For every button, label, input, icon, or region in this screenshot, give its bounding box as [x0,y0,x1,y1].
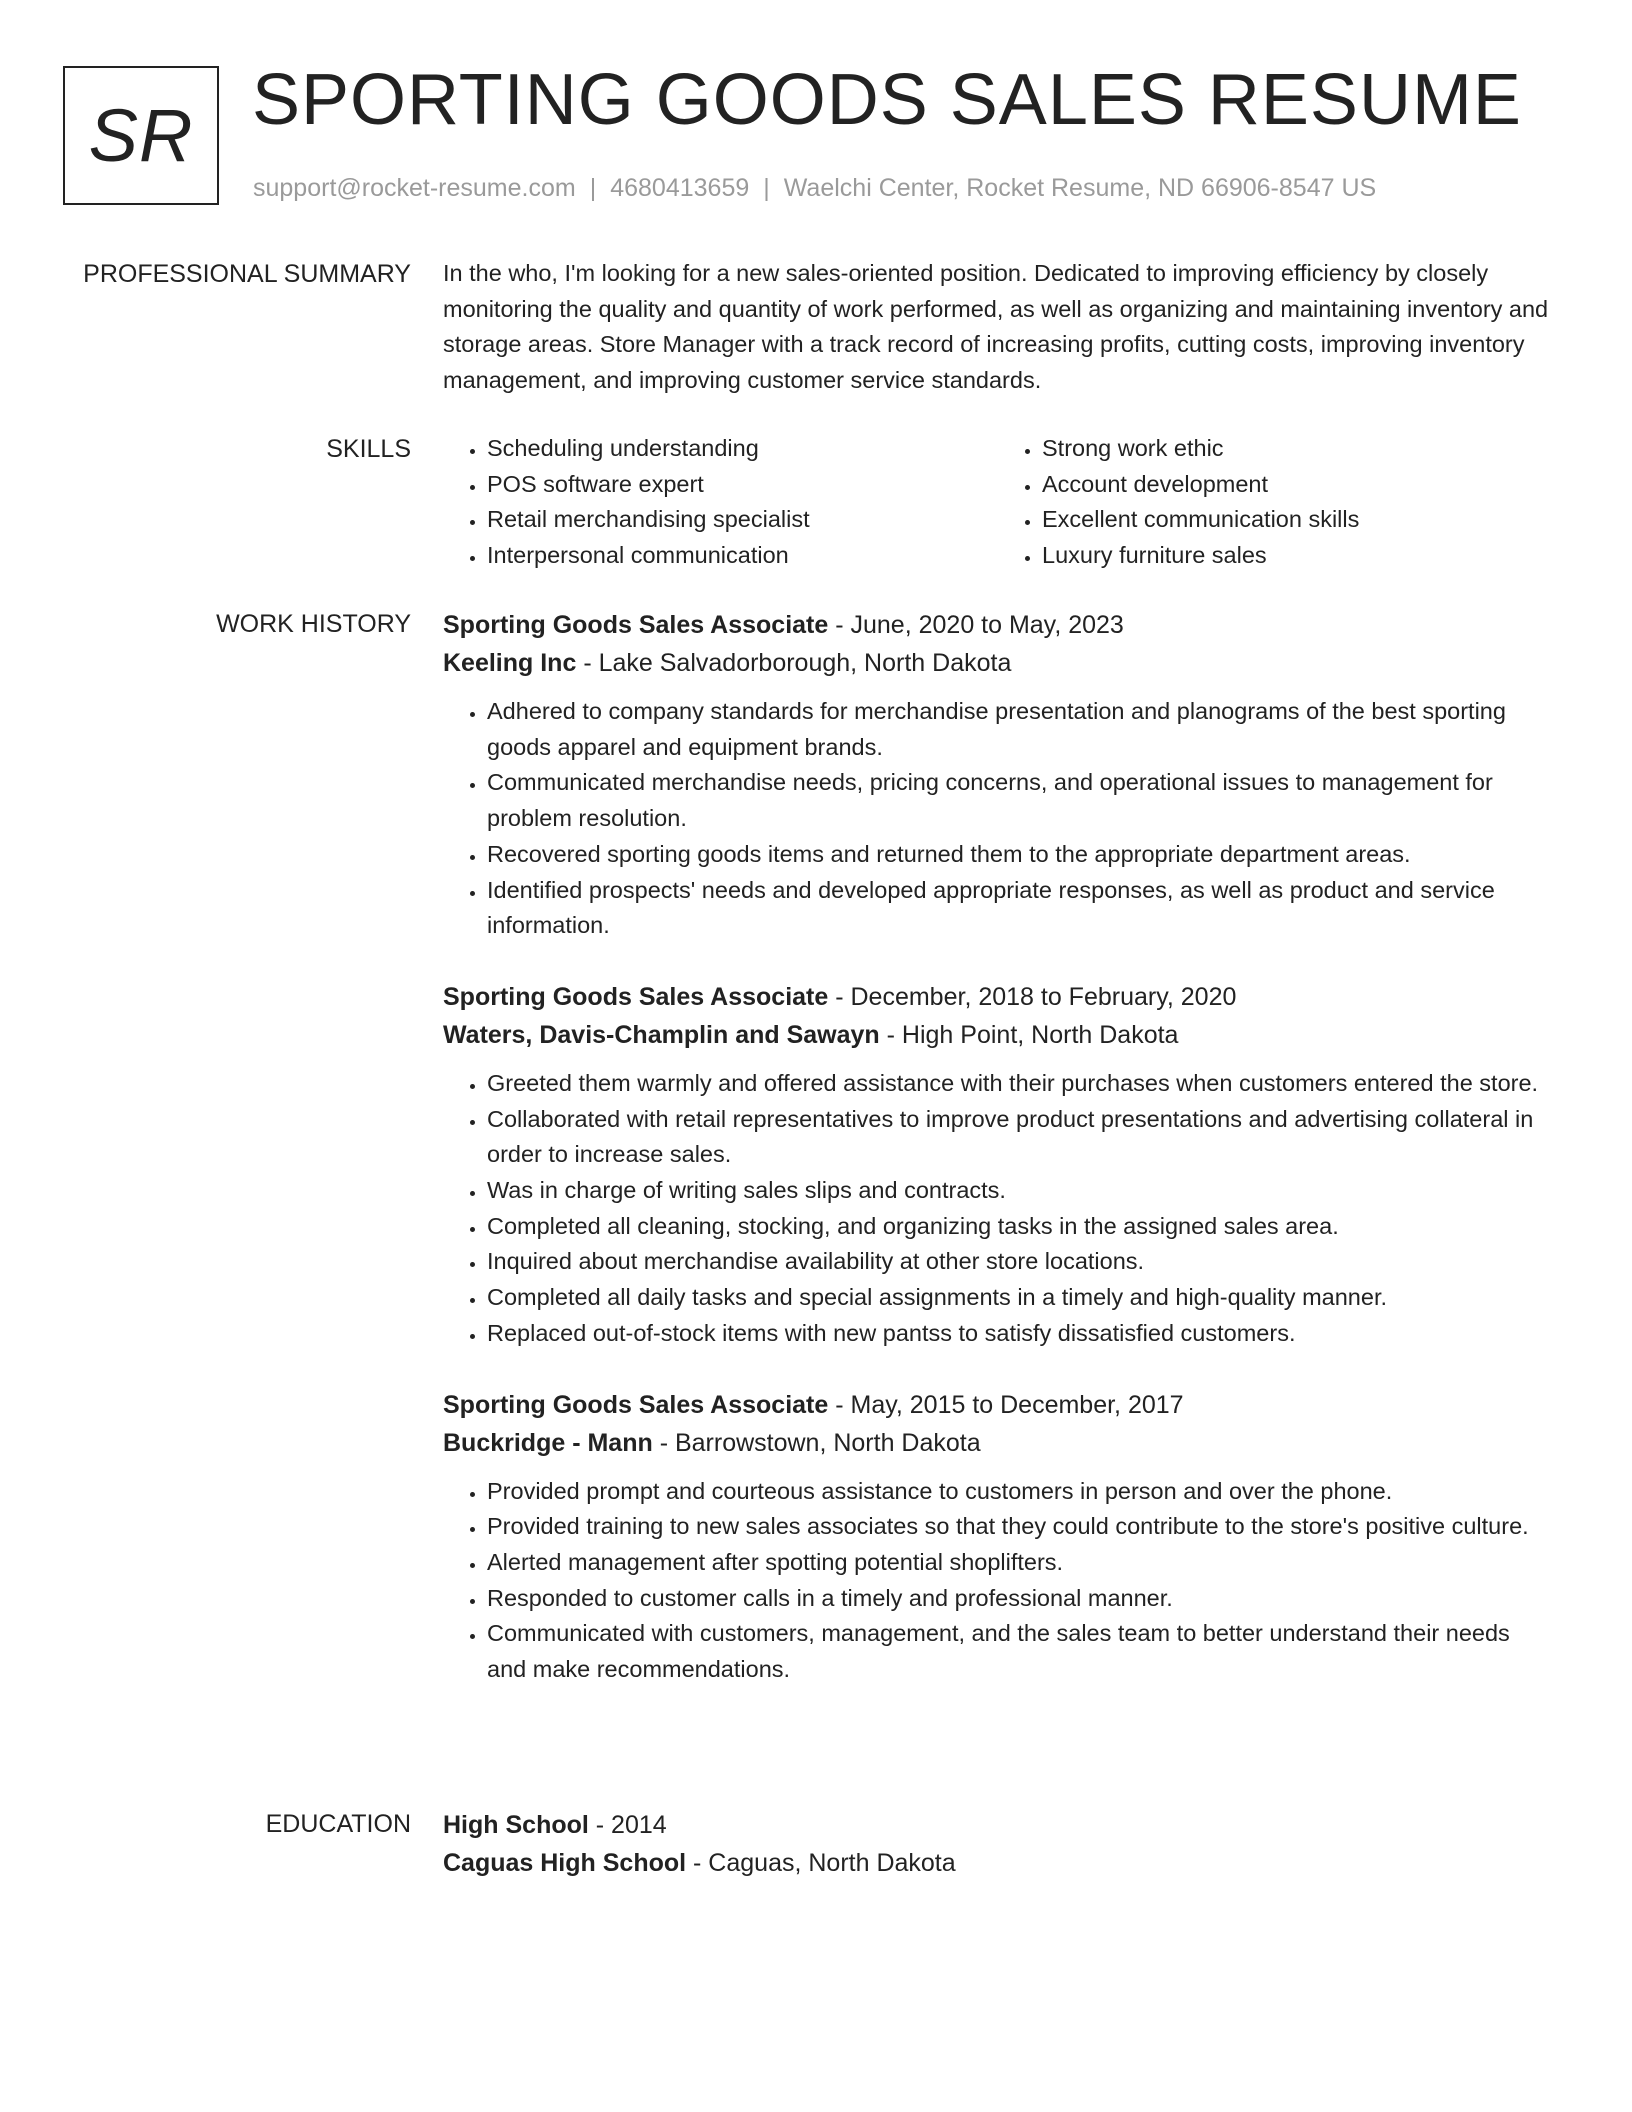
job-company-line [443,1016,1553,1054]
job-company-line [443,644,1553,682]
job-entry [443,1386,1553,1688]
job-title-line [443,606,1553,644]
contact-phone[interactable]: 4680413659 [610,174,750,202]
summary-text: In the who, I'm looking for a new sales-oriented position. Dedicated to improving efficiency by closely monitoring the quality and quantity of work performed, as well as organizing and maintaining inventory and storage areas. Store Manager with a track record of increasing profits, cutting costs, improving inventory management, and improving customer service standards. [443,260,1549,394]
contact-address: Waelchi Center, Rocket Resume, ND 66906-8547 US [783,174,1377,202]
job-bullet: • Responded to customer calls in a timely and professional manner. [487,1581,1553,1617]
skill-item: • Retail merchandising specialist [487,502,998,538]
skills-list-left [443,431,998,574]
education-degree: High School [443,1811,589,1839]
skill-item: • Scheduling understanding [487,431,998,467]
education-school: Caguas High School [443,1849,687,1877]
job-dates: - June, 2020 to May, 2023 [828,611,1124,639]
education-year: - 2014 [588,1811,667,1839]
skills-body [443,431,1553,574]
job-bullet: • Replaced out-of-stock items with new pantss to satisfy dissatisfied customers. [487,1316,1553,1352]
job-bullet: • Communicated merchandise needs, pricing concerns, and operational issues to management for problem resolution. [487,765,1553,836]
job-bullet: • Recovered sporting goods items and returned them to the appropriate department areas. [487,837,1553,873]
job-title-line [443,978,1553,1016]
job-bullet: • Adhered to company standards for merchandise presentation and planograms of the best sporting goods apparel and equipment brands. [487,694,1553,765]
job-location: - High Point, North Dakota [879,1020,1179,1049]
job-bullet: • Alerted management after spotting potential shoplifters. [487,1545,1553,1581]
job-dates: - December, 2018 to February, 2020 [828,982,1237,1011]
job-title-line [443,1386,1553,1424]
contact-separator: | [589,174,597,202]
job-entry [443,978,1553,1352]
job-title: Sporting Goods Sales Associate [443,982,829,1011]
monogram-initials: SR [88,94,194,177]
skill-item: • Interpersonal communication [487,538,998,574]
job-bullets [443,1474,1553,1688]
job-bullet: • Completed all daily tasks and special assignments in a timely and high-quality manner. [487,1280,1553,1316]
skill-item: • Luxury furniture sales [1042,538,1553,574]
work-history-body [443,606,1553,1722]
resume-title: SPORTING GOODS SALES RESUME [252,60,1522,140]
job-entry [443,606,1553,944]
monogram-badge [63,66,219,205]
job-bullet: • Communicated with customers, management, and the sales team to better understand their needs and make recommendations. [487,1616,1553,1687]
skills-list-right [998,431,1553,574]
job-bullets [443,1066,1553,1352]
job-bullet: • Identified prospects' needs and developed appropriate responses, as well as product and service information. [487,873,1553,944]
education-degree-line [443,1806,1553,1844]
skill-item: • Strong work ethic [1042,431,1553,467]
job-company: Waters, Davis-Champlin and Sawayn [443,1020,880,1049]
education-school-line [443,1844,1553,1882]
job-bullets [443,694,1553,944]
education-heading: EDUCATION [265,1810,411,1838]
job-bullet: • Provided training to new sales associates so that they could contribute to the store's positive culture. [487,1509,1553,1545]
contact-email[interactable]: support@rocket-resume.com [253,174,576,202]
job-location: - Lake Salvadorborough, North Dakota [576,649,1012,677]
work-history-heading: WORK HISTORY [216,610,411,638]
skill-item: • POS software expert [487,467,998,503]
job-company: Keeling Inc [443,649,577,677]
job-bullet: • Inquired about merchandise availability at other store locations. [487,1244,1553,1280]
job-bullet: • Provided prompt and courteous assistance to customers in person and over the phone. [487,1474,1553,1510]
skill-item: • Excellent communication skills [1042,502,1553,538]
job-bullet: • Greeted them warmly and offered assistance with their purchases when customers entered the store. [487,1066,1553,1102]
job-bullet: • Collaborated with retail representatives to improve product presentations and advertising collateral in order to increase sales. [487,1102,1553,1173]
skills-grid [443,431,1553,574]
job-company-line [443,1424,1553,1462]
job-title: Sporting Goods Sales Associate [443,1390,829,1419]
summary-body [443,256,1553,399]
education-location: - Caguas, North Dakota [686,1849,956,1877]
contact-line [253,174,1376,203]
contact-separator: | [763,174,770,202]
job-location: - Barrowstown, North Dakota [652,1428,981,1457]
job-bullet: • Was in charge of writing sales slips and contracts. [487,1173,1553,1209]
skill-item: • Account development [1042,467,1553,503]
education-body [443,1806,1553,1882]
job-dates: - May, 2015 to December, 2017 [828,1390,1184,1419]
skills-heading: SKILLS [326,435,411,463]
job-title: Sporting Goods Sales Associate [443,611,829,639]
job-bullet: • Completed all cleaning, stocking, and organizing tasks in the assigned sales area. [487,1209,1553,1245]
job-company: Buckridge - Mann [443,1428,653,1457]
summary-heading: PROFESSIONAL SUMMARY [83,260,411,288]
